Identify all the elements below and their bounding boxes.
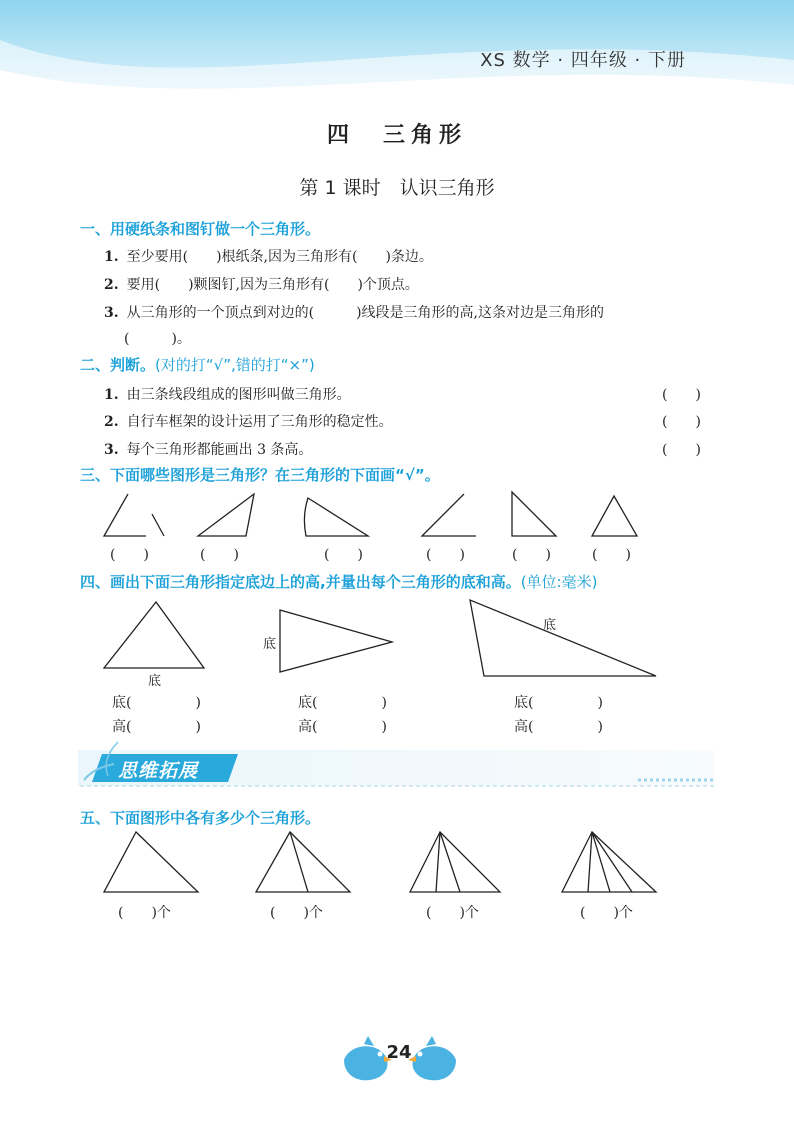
question-text: 至少要用( )根纸条,因为三角形有( )条边。 bbox=[126, 249, 433, 265]
measure-triangle-3 bbox=[470, 600, 656, 676]
section4-heading bbox=[80, 571, 597, 592]
count-answer-1[interactable]: ( )个 bbox=[118, 905, 171, 921]
section1-heading: 一、用硬纸条和图钉做一个三角形。 bbox=[80, 220, 321, 238]
section2-heading-text: 二、判断。 bbox=[80, 356, 156, 374]
count-triangle-1 bbox=[104, 832, 198, 892]
base-answer-1[interactable]: 底( ) bbox=[112, 695, 201, 711]
base-mark-2: 底 bbox=[263, 637, 277, 652]
judge-answer-2[interactable]: ( ) bbox=[662, 414, 701, 430]
curved-sector-shape bbox=[304, 498, 368, 536]
section4-heading-text: 四、画出下面三角形指定底边上的高,并量出每个三角形的底和高。 bbox=[80, 573, 521, 591]
measure-triangle-1 bbox=[104, 602, 204, 668]
item-number: 3. bbox=[104, 442, 119, 458]
question-number: 3. bbox=[104, 305, 119, 321]
height-answer-3[interactable]: 高( ) bbox=[514, 719, 603, 735]
judge-answer-3[interactable]: ( ) bbox=[662, 442, 701, 458]
section2-note: (对的打“√”,错的打“×”) bbox=[155, 356, 315, 374]
shape-answer-1[interactable]: ( ) bbox=[110, 547, 149, 563]
shape-answer-5[interactable]: ( ) bbox=[512, 547, 551, 563]
item-text: 每个三角形都能画出 3 条高。 bbox=[126, 442, 313, 458]
triangle-shape-2 bbox=[512, 492, 556, 536]
count-answer-3[interactable]: ( )个 bbox=[426, 905, 479, 921]
section4-note: (单位:毫米) bbox=[520, 573, 598, 591]
item-text: 自行车框架的设计运用了三角形的稳定性。 bbox=[126, 414, 393, 430]
height-answer-1[interactable]: 高( ) bbox=[112, 719, 201, 735]
question-number: 2. bbox=[104, 277, 119, 293]
count-triangle-4 bbox=[562, 832, 656, 892]
height-answer-2[interactable]: 高( ) bbox=[298, 719, 387, 735]
base-answer-3[interactable]: 底( ) bbox=[514, 695, 603, 711]
measure-triangle-2 bbox=[280, 610, 392, 672]
page-number: 24 bbox=[386, 1042, 412, 1063]
count-triangle-2 bbox=[256, 832, 350, 892]
shape-answer-4[interactable]: ( ) bbox=[426, 547, 465, 563]
open-angle-shape bbox=[104, 494, 146, 536]
section5-heading: 五、下面图形中各有多少个三角形。 bbox=[80, 809, 321, 827]
item-number: 1. bbox=[104, 387, 119, 403]
triangle-shape-3 bbox=[592, 496, 637, 536]
question-number: 1. bbox=[104, 249, 119, 265]
item-text: 由三条线段组成的图形叫做三角形。 bbox=[126, 387, 351, 403]
base-answer-2[interactable]: 底( ) bbox=[298, 695, 387, 711]
shape-answer-3[interactable]: ( ) bbox=[324, 547, 363, 563]
header-title: XS 数学 · 四年级 · 下册 bbox=[480, 50, 686, 71]
base-mark-1: 底 bbox=[148, 674, 162, 689]
triangle-shape-1 bbox=[198, 494, 254, 536]
judge-answer-1[interactable]: ( ) bbox=[662, 387, 701, 403]
shape-answer-2[interactable]: ( ) bbox=[200, 547, 239, 563]
banner-text: 思维拓展 bbox=[118, 760, 199, 782]
section3-heading: 三、下面哪些图形是三角形？在三角形的下面画“√”。 bbox=[80, 466, 440, 484]
count-answer-2[interactable]: ( )个 bbox=[270, 905, 323, 921]
item-number: 2. bbox=[104, 414, 119, 430]
question-text: 从三角形的一个顶点到对边的( )线段是三角形的高,这条对边是三角形的 bbox=[126, 305, 604, 321]
count-answer-4[interactable]: ( )个 bbox=[580, 905, 633, 921]
count-triangle-3 bbox=[410, 832, 500, 892]
unit-title: 四 三角形 bbox=[326, 123, 467, 148]
open-two-line-shape bbox=[422, 494, 476, 536]
open-angle-gap-segment bbox=[152, 514, 164, 536]
base-mark-3: 底 bbox=[543, 618, 557, 633]
lesson-title: 第 1 课时 认识三角形 bbox=[299, 177, 495, 199]
question-text: 要用( )颗图钉,因为三角形有( )个顶点。 bbox=[126, 277, 419, 293]
question-1-3-continuation: ( )。 bbox=[124, 331, 191, 347]
shape-answer-6[interactable]: ( ) bbox=[592, 547, 631, 563]
